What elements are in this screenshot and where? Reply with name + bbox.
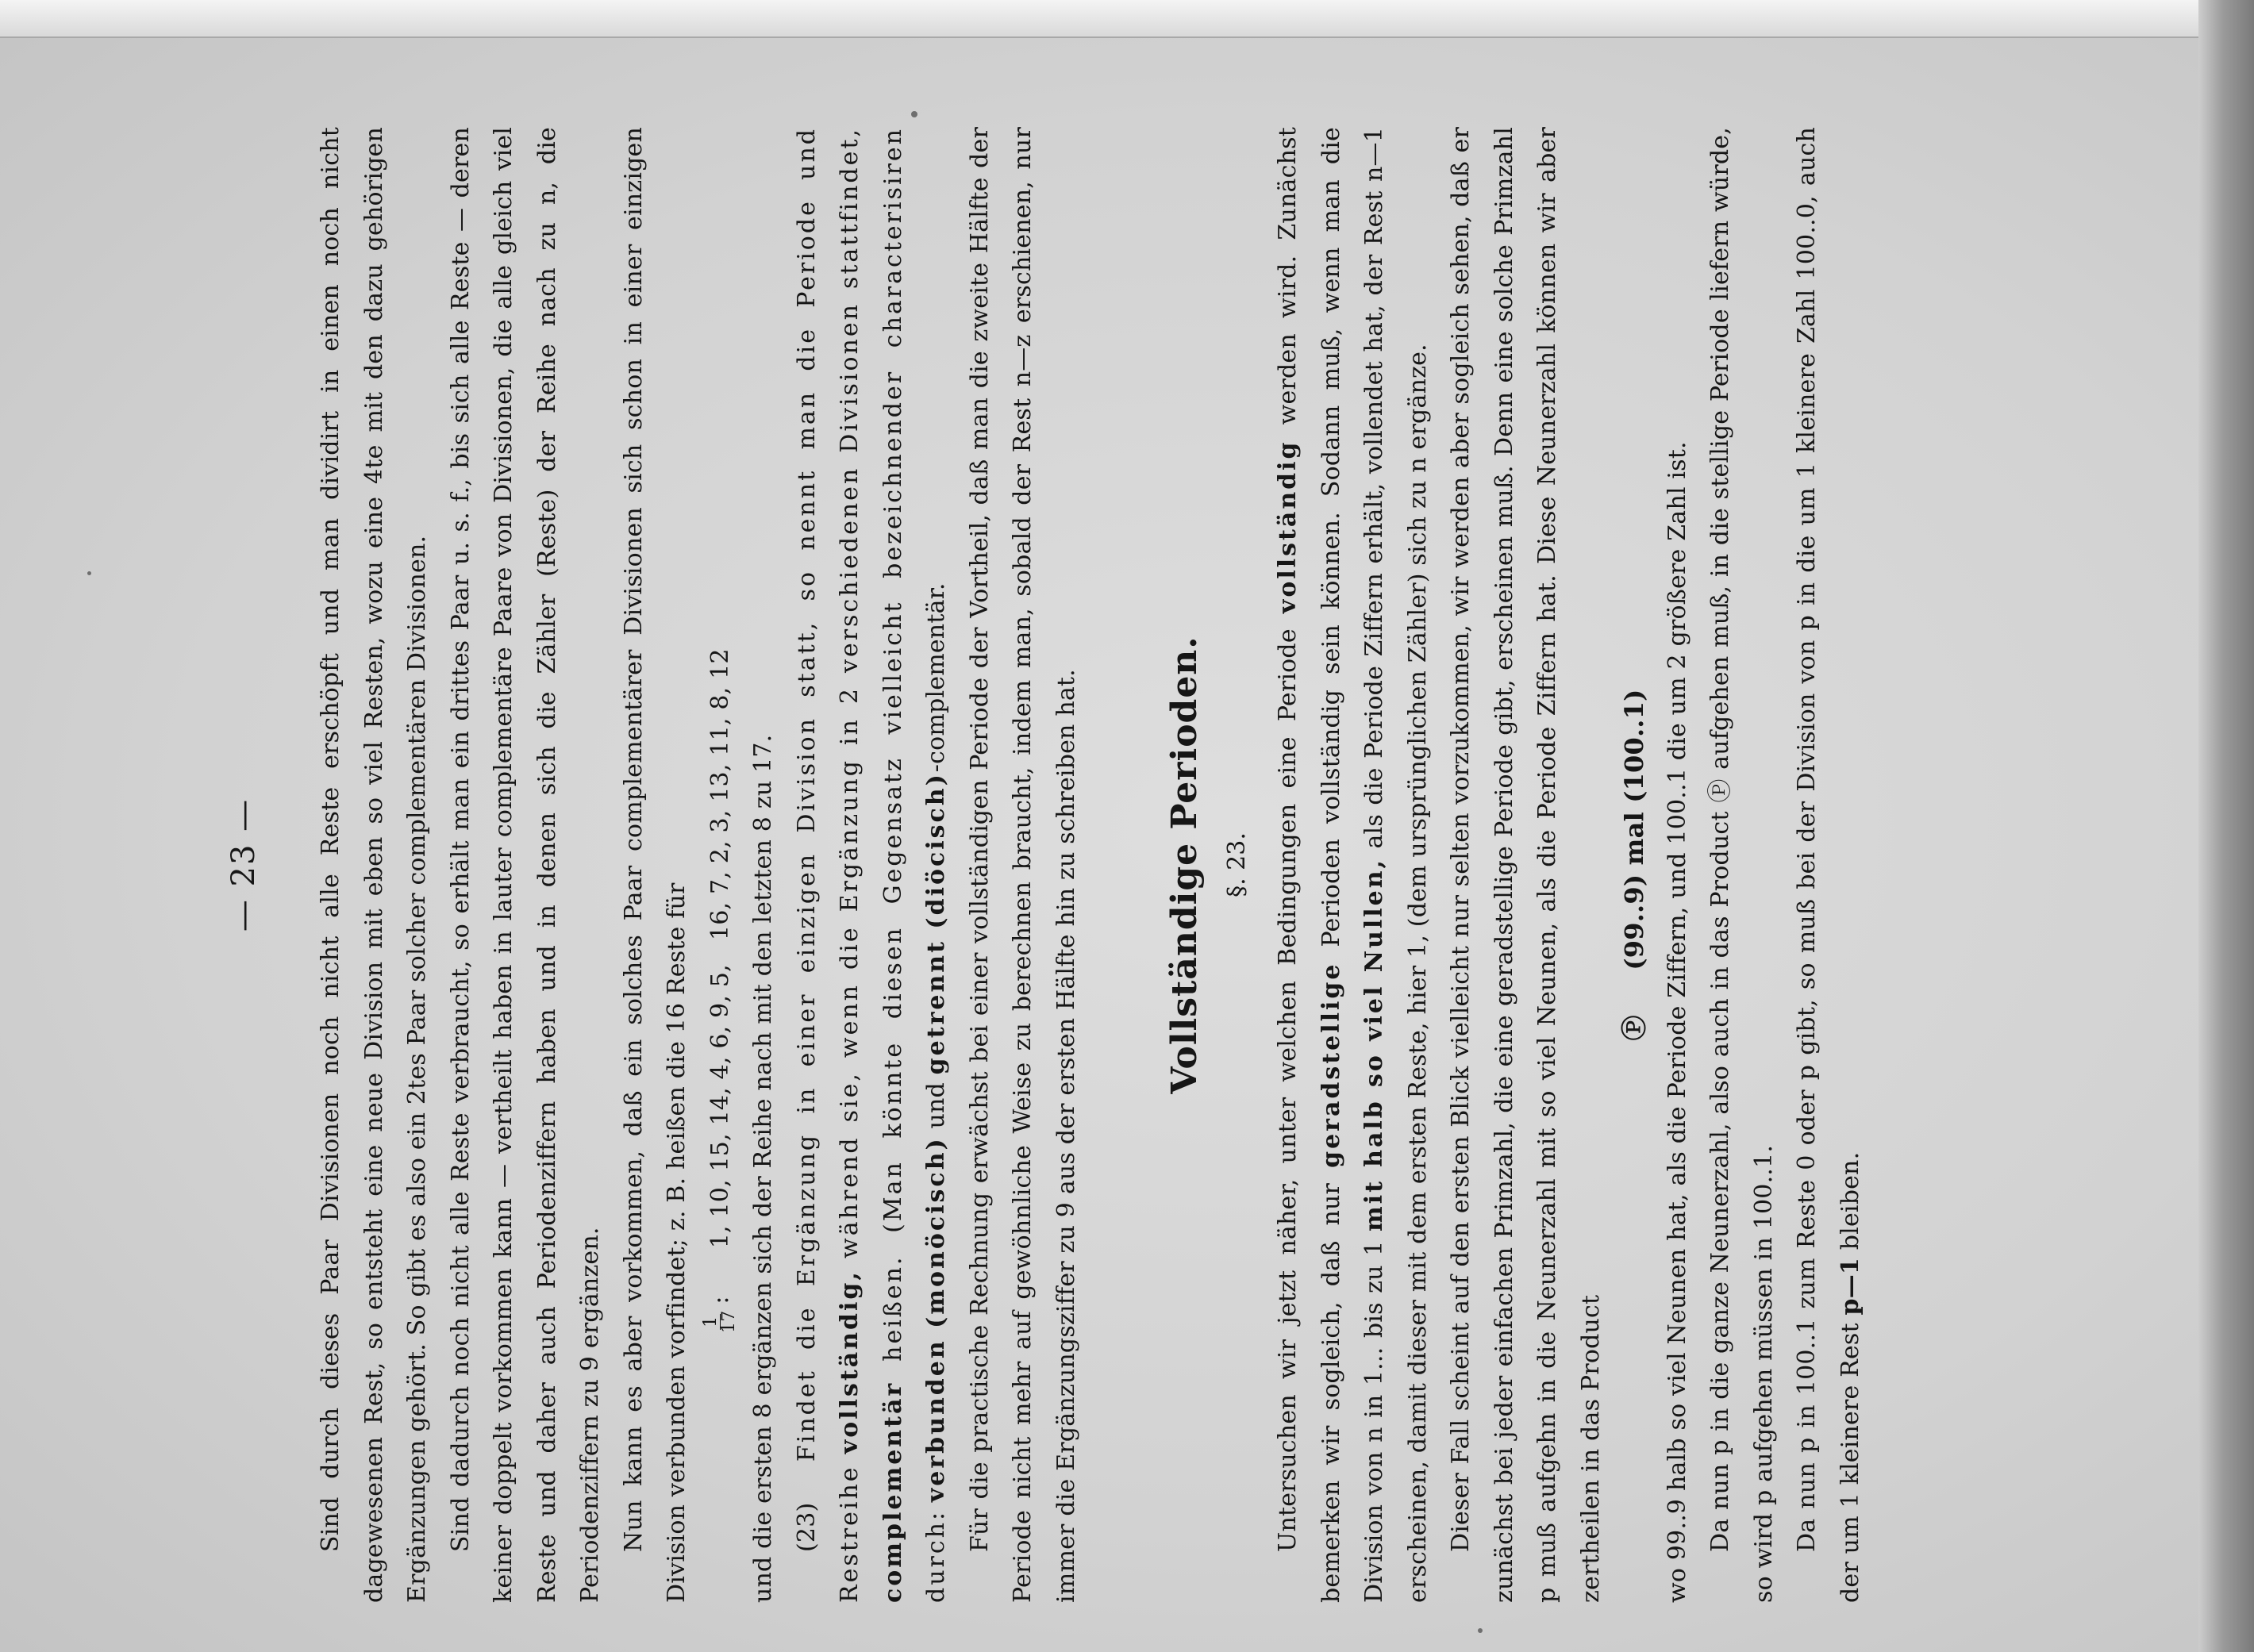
text-run: als die Periode Ziffern erhält, vollendet hat, der Rest n—1 erscheinen, damit dieser mit dem ersten Reste, hier 1, (dem ursprünglichen Zähler) sich zu n ergänze. [1360, 127, 1432, 1603]
paragraph: wo 99..9 halb so viel Neunen hat, als die Periode Ziffern, und 100..1 die um 2 größere Zahl ist. [1663, 441, 1691, 1603]
fraction-denominator: 17 [719, 1310, 740, 1333]
fraction-numerator: 1 [702, 1314, 721, 1330]
text-run: Da nun p in 100..1 zum Reste 0 oder p gibt, so muß bei der Division von p in die um 1 kleinere Zahl 100..0, auch der um 1 kleinere Rest [1793, 127, 1864, 1603]
paragraph: Für die practische Rechnung erwächst bei einer vollständigen Periode der Vortheil, daß man die zweite Hälfte der Periode nicht mehr auf gewöhnliche Weise zu berechnen braucht, indem man, sobald der Rest n—z erschienen, nur immer die Ergänzungsziffer zu 9 aus der ersten Hälfte hin zu schreiben hat. [965, 127, 1080, 1603]
dust-speck [1478, 1628, 1483, 1633]
definition-number: (23) [792, 1502, 821, 1552]
term-verbunden: verbunden (monöcisch) [922, 1136, 950, 1503]
text-block-lower [1267, 127, 1872, 1603]
paragraph: Dieser Fall scheint auf den ersten Blick vielleicht nur selten vorzukommen, wir werden aber sogleich sehen, daß er zunächst bei jeder einfachen Primzahl, die eine geradstellige Periode gibt, erscheinen muß. Denn eine solche Primzahl p muß aufgehn in die Neunerzahl mit so viel Neunen, als die Periode Ziffern hat. Diese Neunerzahl können wir aber zertheilen in das Product [1447, 127, 1605, 1603]
paragraph: Da nun p in die ganze Neunerzahl, also auch in das Product Ⓟ aufgehen muß, in die stellige Periode liefern würde, so wird p aufgehen müssen in 100..1. [1706, 127, 1778, 1603]
term-getrennt: getrennt (diöcisch) [922, 772, 950, 1075]
example-series [699, 127, 743, 1603]
text-run: Perioden vollständig sein können. Sodann muß, wenn man die Division von n in 1... bis zu 1 [1317, 127, 1388, 1603]
book-gutter-shadow [2198, 0, 2254, 1652]
paragraph: Sind dadurch noch nicht alle Reste verbraucht, so erhält man ein drittes Paar u. s. f., bis sich alle Reste — deren keiner doppelt vorkommen kann — vertheilt haben in lauter complementäre Paare von Divisionen, die alle gleich viel Reste und daher auch Periodenziffern haben und in denen sich die Zähler (Reste) der Reihe nach zu n, die Periodenziffern zu 9 ergänzen. [446, 127, 604, 1603]
paragraph: Nun kann es aber vorkommen, daß ein solches Paar complementärer Divisionen sich schon in einer einzigen Division verbunden vorfindet; z. B. heißen die 16 Reste für [619, 127, 690, 1603]
text-run: Untersuchen wir jetzt näher, unter welchen Bedingungen eine Periode [1274, 628, 1302, 1552]
term-geradstellige: geradstellige [1317, 962, 1345, 1168]
definition-paragraph [786, 127, 959, 1603]
section-number: §. 23. [1223, 832, 1251, 897]
term-vollstaendig: vollständig, [836, 1270, 864, 1454]
term-complementaer: complementär [879, 1381, 907, 1603]
page-number: — 23 — [225, 797, 262, 932]
formula-product: Ⓟ (99..9) mal (100..1) [1619, 689, 1649, 1041]
text-run: bleiben. [1836, 1151, 1864, 1251]
text-block-upper [310, 127, 1088, 1603]
text-run: heißen. (Man könnte diesen Gegensatz vielleicht bezeichnender characterisiren durch: [879, 127, 950, 1603]
dust-speck [911, 111, 917, 117]
paragraph [1267, 127, 1440, 1603]
text-run: und [922, 1082, 950, 1129]
series-second-half: 16, 7, 2, 3, 13, 11, 8, 12 [706, 648, 734, 941]
paragraph [1786, 127, 1872, 1603]
text-run: -complementär. [922, 582, 950, 773]
scan-top-edge [0, 0, 2254, 38]
term-p-minus-1: p—1 [1836, 1258, 1864, 1316]
paragraph: Sind durch dieses Paar Divisionen noch nicht alle Reste erschöpft und man dividirt in einen noch nicht dagewesenen Rest, so entsteht eine neue Division mit eben so viel Resten, wozu eine 4te mit den dazu gehörigen Ergänzungen gehört. So gibt es also ein 2tes Paar solcher complementären Divisionen. [317, 127, 431, 1603]
printed-page [222, 127, 2127, 1603]
section-heading: Vollständige Perioden. [1164, 636, 1205, 1094]
series-first-half: 1, 10, 15, 14, 4, 6, 9, 5, [706, 964, 734, 1249]
fraction-colon: : [706, 1296, 734, 1304]
text-run: während sie, wenn die Ergänzung in 2 verschiedenen Divisionen stattfindet, [836, 127, 864, 1258]
term-nullen: mit halb so viel Nullen, [1360, 858, 1388, 1232]
paragraph: und die ersten 8 ergänzen sich der Reihe nach mit den letzten 8 zu 17. [749, 734, 777, 1603]
fraction [702, 1311, 738, 1333]
term-vollstaendig: vollständig [1274, 440, 1302, 614]
text-run: werden wird. Zunächst bemerken wir sogleich, daß nur [1274, 127, 1345, 1603]
text-run: Findet die Ergänzung in einer einzigen Division statt, so nennt man die Periode und Restreihe [792, 127, 864, 1603]
dust-speck [87, 571, 91, 575]
